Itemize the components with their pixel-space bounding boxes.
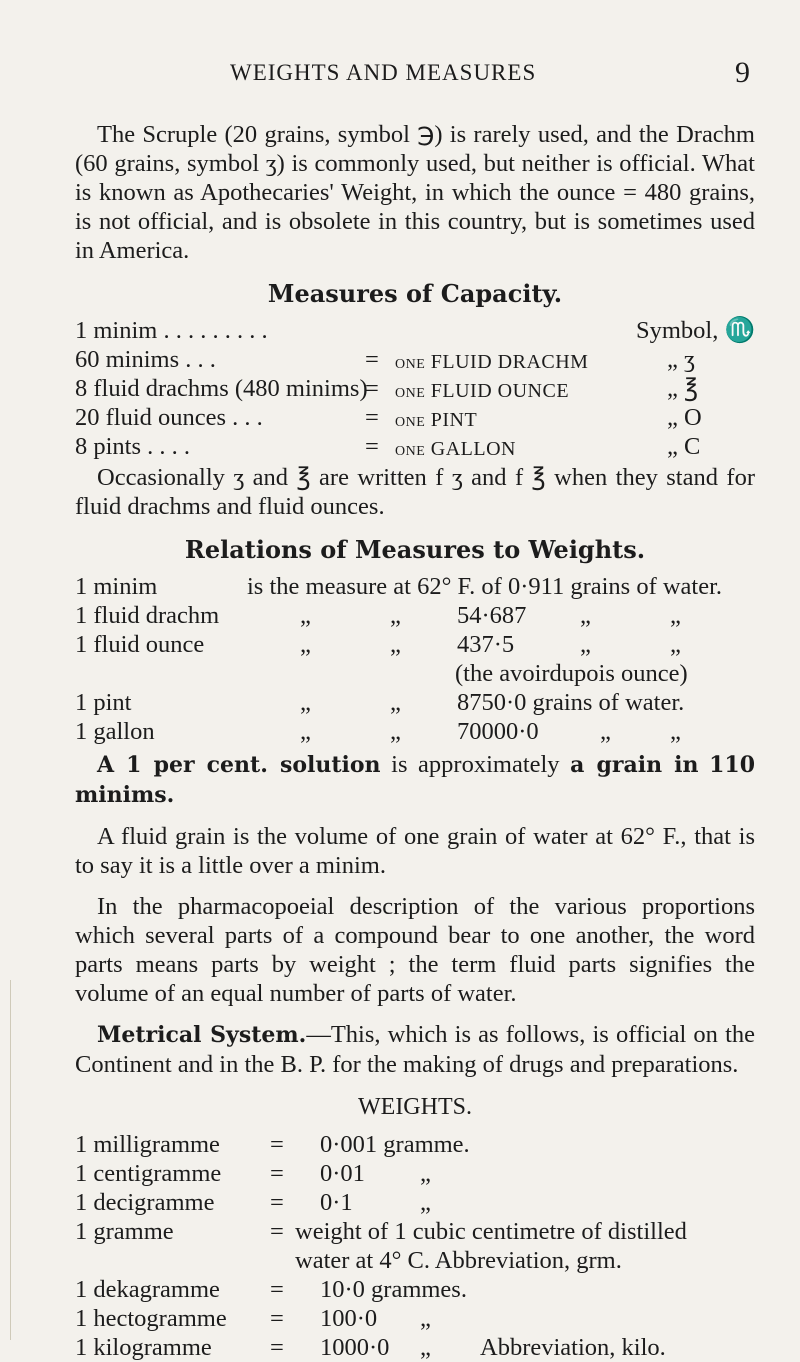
ditto-mark: „ (670, 631, 681, 658)
weights-unit: 1 decigramme (75, 1189, 215, 1216)
capacity-symbol: „ ℥ (667, 375, 699, 402)
running-header (230, 56, 750, 100)
ditto-mark: „ (580, 631, 591, 658)
weights-row (75, 1188, 755, 1217)
metrical-text: —This, which is as follows, is official on the Continent and in the B. P. for the making of drugs and preparations. (75, 1021, 756, 1078)
capacity-row (75, 403, 755, 432)
weights-unit: 1 hectogramme (75, 1305, 227, 1332)
weights-row (75, 1304, 755, 1333)
capacity-left: 8 fluid drachms (480 minims) (75, 375, 368, 402)
weights-eq: = (270, 1160, 284, 1187)
capacity-right: one FLUID DRACHM (395, 351, 589, 373)
solution-end: 110 minims. (75, 752, 756, 808)
running-title: WEIGHTS AND MEASURES (230, 60, 537, 85)
metrical-lead: Metrical System. (97, 1022, 307, 1048)
page-number: 9 (735, 56, 750, 89)
ditto-mark: „ (670, 718, 681, 745)
intro-paragraph: The Scruple (20 grains, symbol ℈) is rarely used, and the Drachm (60 grains, symbol ʒ) is commonly used, but neither is official. What is known as Apothecaries' Weight, in which the ounce = 480 grains, is not official, and is obsolete in this country, but is sometimes used in America. (75, 121, 755, 264)
weights-eq: = (270, 1276, 284, 1303)
weights-row (75, 1333, 755, 1362)
relations-table (75, 572, 755, 746)
capacity-row (75, 374, 755, 403)
capacity-symbol: „ ʒ (667, 346, 695, 373)
weights-value: 0·001 gramme. (320, 1131, 470, 1158)
capacity-symbol: „ O (667, 404, 702, 431)
weights-unit: 1 centigramme (75, 1160, 222, 1187)
capacity-right: one GALLON (395, 438, 516, 460)
ditto-mark: „ (580, 602, 591, 629)
page-body (75, 120, 755, 1362)
weights-value: 0·01 (320, 1160, 365, 1187)
relations-row (75, 688, 755, 717)
relations-row (75, 630, 755, 659)
capacity-left: 8 pints . . . . (75, 433, 191, 460)
weights-value: 10·0 grammes. (320, 1276, 467, 1303)
parts-paragraph: In the pharmacopoeial description of the various proportions which several parts of a compound bear to one another, the word parts means parts by weight ; the term fluid parts signifies the volume of an equal number of parts of water. (75, 893, 755, 1007)
ditto-mark: „ (300, 718, 311, 745)
weights-unit: 1 dekagramme (75, 1276, 220, 1303)
ditto-mark: „ (420, 1189, 431, 1216)
ditto-mark: „ (300, 689, 311, 716)
capacity-heading: Measures of Capacity. (267, 279, 563, 308)
ditto-mark: „ (420, 1334, 431, 1361)
weights-eq: = (270, 1131, 284, 1158)
ditto-mark: „ (390, 718, 401, 745)
fluid-grain-paragraph: A fluid grain is the volume of one grain of water at 62° F., that is to say it is a little over a minim. (75, 823, 755, 879)
solution-bold2: a grain in (570, 752, 699, 778)
capacity-eq: = (365, 375, 379, 402)
ditto-mark: „ (390, 689, 401, 716)
capacity-right: one PINT (395, 409, 478, 431)
relations-value: 54·687 (457, 602, 527, 629)
weights-value: water at 4° C. Abbreviation, grm. (295, 1247, 622, 1274)
weights-unit: 1 kilogramme (75, 1334, 212, 1361)
capacity-symbol: „ C (667, 433, 701, 460)
capacity-eq: = (365, 433, 379, 460)
weights-unit: 1 gramme (75, 1218, 174, 1245)
relations-heading: Relations of Measures to Weights. (184, 535, 646, 564)
capacity-note: Occasionally ʒ and ℥ are written f ʒ and f ℥ when they stand for fluid drachms and fluid ounces. (75, 464, 755, 520)
weights-row (75, 1246, 755, 1275)
capacity-eq: = (365, 404, 379, 431)
weights-unit: 1 milligramme (75, 1131, 220, 1158)
ditto-mark: „ (420, 1305, 431, 1332)
relations-unit: 1 fluid ounce (75, 631, 205, 658)
solution-line (75, 750, 755, 810)
weights-row (75, 1275, 755, 1304)
relations-unit: 1 minim (75, 573, 158, 600)
capacity-row (75, 345, 755, 374)
page-edge-line (0, 980, 11, 1340)
weights-value: 0·1 (320, 1189, 353, 1216)
weights-heading: WEIGHTS. (358, 1094, 472, 1120)
weights-value: weight of 1 cubic centimetre of distilled (295, 1218, 687, 1245)
ditto-mark: „ (670, 602, 681, 629)
relations-value: 70000·0 (457, 718, 539, 745)
solution-mid: is approximately (391, 751, 560, 778)
relations-extra: (the avoirdupois ounce) (455, 660, 688, 687)
relations-unit: 1 fluid drachm (75, 602, 220, 629)
capacity-symbol: Symbol, ♏ (636, 317, 755, 344)
ditto-mark: „ (420, 1160, 431, 1187)
ditto-mark: „ (390, 602, 401, 629)
relations-text: is the measure at 62° F. of 0·911 grains of water. (247, 573, 723, 600)
relations-row (75, 659, 755, 688)
weights-row (75, 1130, 755, 1159)
relations-value: 8750·0 grains of water. (457, 689, 685, 716)
capacity-eq: = (365, 346, 379, 373)
solution-bold: A 1 per cent. solution (97, 752, 381, 778)
weights-eq: = (270, 1305, 284, 1332)
weights-row (75, 1217, 755, 1246)
relations-unit: 1 pint (75, 689, 132, 716)
ditto-mark: „ (390, 631, 401, 658)
capacity-table (75, 316, 755, 461)
ditto-mark: „ (300, 602, 311, 629)
ditto-mark: „ (300, 631, 311, 658)
capacity-row (75, 316, 755, 345)
relations-row (75, 717, 755, 746)
relations-unit: 1 gallon (75, 718, 155, 745)
capacity-right: one FLUID OUNCE (395, 380, 570, 402)
capacity-left: 20 fluid ounces . . . (75, 404, 263, 431)
weights-extra: Abbreviation, kilo. (480, 1334, 666, 1361)
metrical-paragraph (75, 1020, 755, 1079)
weights-value: 100·0 (320, 1305, 378, 1332)
weights-value: 1000·0 (320, 1334, 390, 1361)
weights-eq: = (270, 1334, 284, 1361)
weights-table (75, 1130, 755, 1362)
ditto-mark: „ (600, 718, 611, 745)
weights-eq: = (270, 1218, 284, 1245)
relations-row (75, 601, 755, 630)
relations-row (75, 572, 755, 601)
capacity-left: 60 minims . . . (75, 346, 216, 373)
capacity-left: 1 minim . . . . . . . . . (75, 317, 268, 344)
capacity-row (75, 432, 755, 461)
weights-eq: = (270, 1189, 284, 1216)
relations-value: 437·5 (457, 631, 515, 658)
weights-row (75, 1159, 755, 1188)
